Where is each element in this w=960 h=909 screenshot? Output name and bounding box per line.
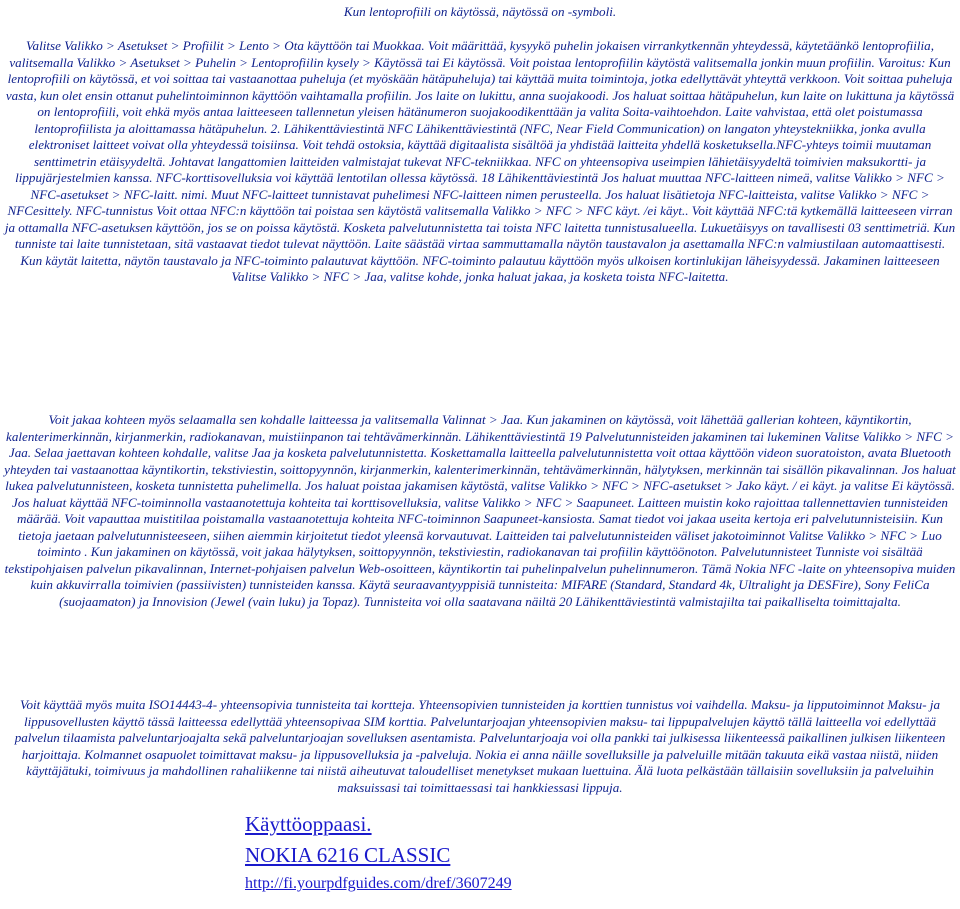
paragraph-airplane-nfc: Valitse Valikko > Asetukset > Profiilit > Lento > Ota käyttöön tai Muokkaa. Voit määrittää, kysyykö puhelin jokaisen virrankytkennän yhteydessä, käytetäänkö lentoprofiilia, valitsemalla Valikko > Asetukset > Puhelin > Lentoprofiilin kysely > Käytössä tai Ei käytössä. Voit poistaa lentoprofiilin käytöstä valitsemalla jonkin muun profiilin. Varoitus: Kun lentoprofiili on käytössä, et voi soittaa tai vastaanottaa puheluja (et myöskään hätäpuheluja) tai käyttää muita toimintoja, jotka edellyttävät yhteyttä verkkoon. Voit soittaa puheluja vasta, kun olet ensin ottanut puhelintoiminnon käyttöön vaihtamalla profiilin. Jos laite on lukittu, anna suojakoodi. Jos haluat soittaa hätäpuhelun, kun laite on lukittuna ja käytössä on lentoprofiili, voit ehkä myös antaa laitteeseen tallennetun yleisen hätänumeron suojakoodikenttään ja valita Soita-vaihtoehdon. Laite vahvistaa, että olet poistumassa lentoprofiilista ja aloittamassa hätäpuhelun. 2. Lähikenttäviestintä NFC Lähikenttäviestintä (NFC, Near Field Communication) on langaton yhteystekniikka, jonka avulla elektroniset laitteet voivat olla yhteydessä toisiinsa. Voit tehdä ostoksia, käyttää digitaalista sisältöä ja yhdistää laitteita yhdellä kosketuksella.NFC-yhteys toimii muutaman senttimetrin etäisyydeltä. Johtavat langattomien laitteiden valmistajat tukevat NFC-tekniikkaa. NFC on yhteensopiva useimpien lähietäisyydeltä toimivien maksukortti- ja lippujärjestelmien kanssa. NFC-korttisovelluksia voi käyttää lentotilan ollessa käytössä. 18 Lähikenttäviestintä Jos haluat muuttaa NFC-laitteen nimeä, valitse Valikko > NFC > NFC-asetukset > NFC-laitt. nimi. Muut NFC-laitteet tunnistavat puhelimesi NFC-laitteen nimen perusteella. Jos haluat lisätietoja NFC-laitteista, valitse Valikko > NFC > NFCesittely. NFC-tunnistus Voit ottaa NFC:n käyttöön tai poistaa sen käytöstä valitsemalla Valikko > NFC > NFC käyt. /ei käyt.. Voit käyttää NFC:tä kytkemällä laitteeseen virran ja ottamalla NFC-asetuksen käyttöön, jos se on poissa käytöstä. Kosketa palvelutunnistetta tai toista NFC laitetta tunnistusalueella. Lukuetäisyys on tavallisesti 03 senttimetriä. Kun tunniste tai laite tunnistetaan, sitä vastaavat tiedot tulevat näyttöön. Laite säästää virtaa sammuttamalla näytön taustavalon ja asettamalla NFC:n valmiustilaan automaattisesti. Kun käytät laitetta, näytön taustavalo ja NFC-toiminto palautuvat käyttöön. NFC-toiminto palautuu käyttöön myös ulkoisen kortinlukijan läheisyydessä. Jakaminen laitteeseen Valitse Valikko > NFC > Jaa, valitse kohde, jonka haluat jakaa, ja kosketa toista NFC-laitetta. — [4, 38, 956, 284]
paragraph-sharing-tags: Voit jakaa kohteen myös selaamalla sen kohdalle laitteessa ja valitsemalla Valinnat > Jaa. Kun jakaminen on käytössä, voit lähettää gallerian kohteen, käyntikortin, kalenterimerkinnän, kirjanmerkin, radiokanavan, muistiinpanon tai tehtävämerkinnän. Lähikenttäviestintä 19 Palvelutunnisteiden jakaminen tai lukeminen Valitse Valikko > NFC > Jaa. Selaa jaettavan kohteen kohdalle, valitse Jaa ja kosketa palvelutunnistetta. Koskettamalla laitteella palvelutunnistetta voit ottaa käyttöön videon suoratoiston, avata Bluetooth yhteyden tai vastaanottaa käyntikortin, tekstiviestin, soittopyynnön, kirjanmerkin, kalenterimerkinnän, tehtävämerkinnän, hälytyksen, merkinnän tai sisällön pikavalinnan. Jos haluat lukea palvelutunnisteen, kosketa tunnistetta puhelimella. Jos haluat poistaa jakamisen käytöstä, valitse Valikko > NFC > NFC-asetukset > Jako käyt. / ei käyt. ja valitse Ei käytössä. Jos haluat käyttää NFC-toiminnolla vastaanotettuja kohteita tai korttisovelluksia, valitse Valikko > NFC > Saapuneet. Laitteen muistin koko rajoittaa tallennettavien tunnisteiden määrää. Voit vapauttaa muistitilaa poistamalla vastaanotettuja kohteita NFC-toiminnon Saapuneet-kansiosta. Samat tiedot voi jakaa useita kertoja eri palvelutunnisteisiin. Kun tietoja jaetaan palvelutunnisteeseen, siihen aiemmin kirjoitetut tiedot yleensä korvautuvat. Laitteiden tai palvelutunnisteiden väliset jakotoiminnot Valitse Valikko > NFC > Luo toiminto . Kun jakaminen on käytössä, voit jakaa hälytyksen, soittopyynnön, tekstiviestin, radiokanavan tai profiilin käyttöönoton. Palvelutunnisteet Tunniste voi sisältää tekstipohjaisen palvelun pikavalinnan, Internet-pohjaisen palvelun Web-osoitteen, käyntikortin tai puhelinpalvelun puhelinnumeron. Tämä Nokia NFC -laite on yhteensopiva muiden kuin akkuvirralla toimivien (passiivisten) tunnisteiden kanssa. Käytä seuraavantyyppisiä tunnisteita: MIFARE (Standard, Standard 4k, Ultralight ja DESFire), Sony FeliCa (suojaamaton) ja Innovision (Jewel (vain luku) ja Topaz). Tunnisteita voi olla saatavana näiltä 20 Lähikenttäviestintä valmistajilta tai paikalliselta toimittajalta. — [4, 412, 956, 609]
paragraph-payment: Voit käyttää myös muita ISO14443-4- yhteensopivia tunnisteita tai kortteja. Yhteensopivien tunnisteiden ja korttien tunnistus voi vaihdella. Maksu- ja lipputoiminnot Maksu- ja lippusovellusten käyttö tässä laitteessa edellyttää yhteensopivaa SIM korttia. Palveluntarjoajan yhteensopivien maksu- tai lippupalvelujen käyttö tällä laitteella voi edellyttää palvelun tilaamista palveluntarjoajalta sekä palveluntarjoajan sovelluksen asentamista. Palveluntarjoaja voi olla pankki tai julkisessa liikenteessä paikallinen julkisen liikenteen harjoittaja. Kolmannet osapuolet toimittavat maksu- ja lippusovelluksia ja -palveluja. Nokia ei anna näille sovelluksille ja palveluille mitään takuuta eikä vastaa niistä, niiden käyttäjätuki, toimivuus ja mahdollinen rahaliikenne tai niistä aiheutuvat taloudelliset menetykset mukaan luettuina. Älä luota pelkästään tällaisiin sovelluksiin ja palveluihin maksuissasi tai toimittaessasi tai hankkiessasi lippuja. — [14, 697, 946, 795]
intro-line: Kun lentoprofiili on käytössä, näytössä on -symboli. — [343, 4, 617, 19]
url-link[interactable]: http://fi.yourpdfguides.com/dref/3607249 — [245, 875, 512, 892]
manual-link[interactable]: Käyttöoppaasi. — [245, 812, 372, 836]
product-link[interactable]: NOKIA 6216 CLASSIC — [245, 843, 451, 867]
